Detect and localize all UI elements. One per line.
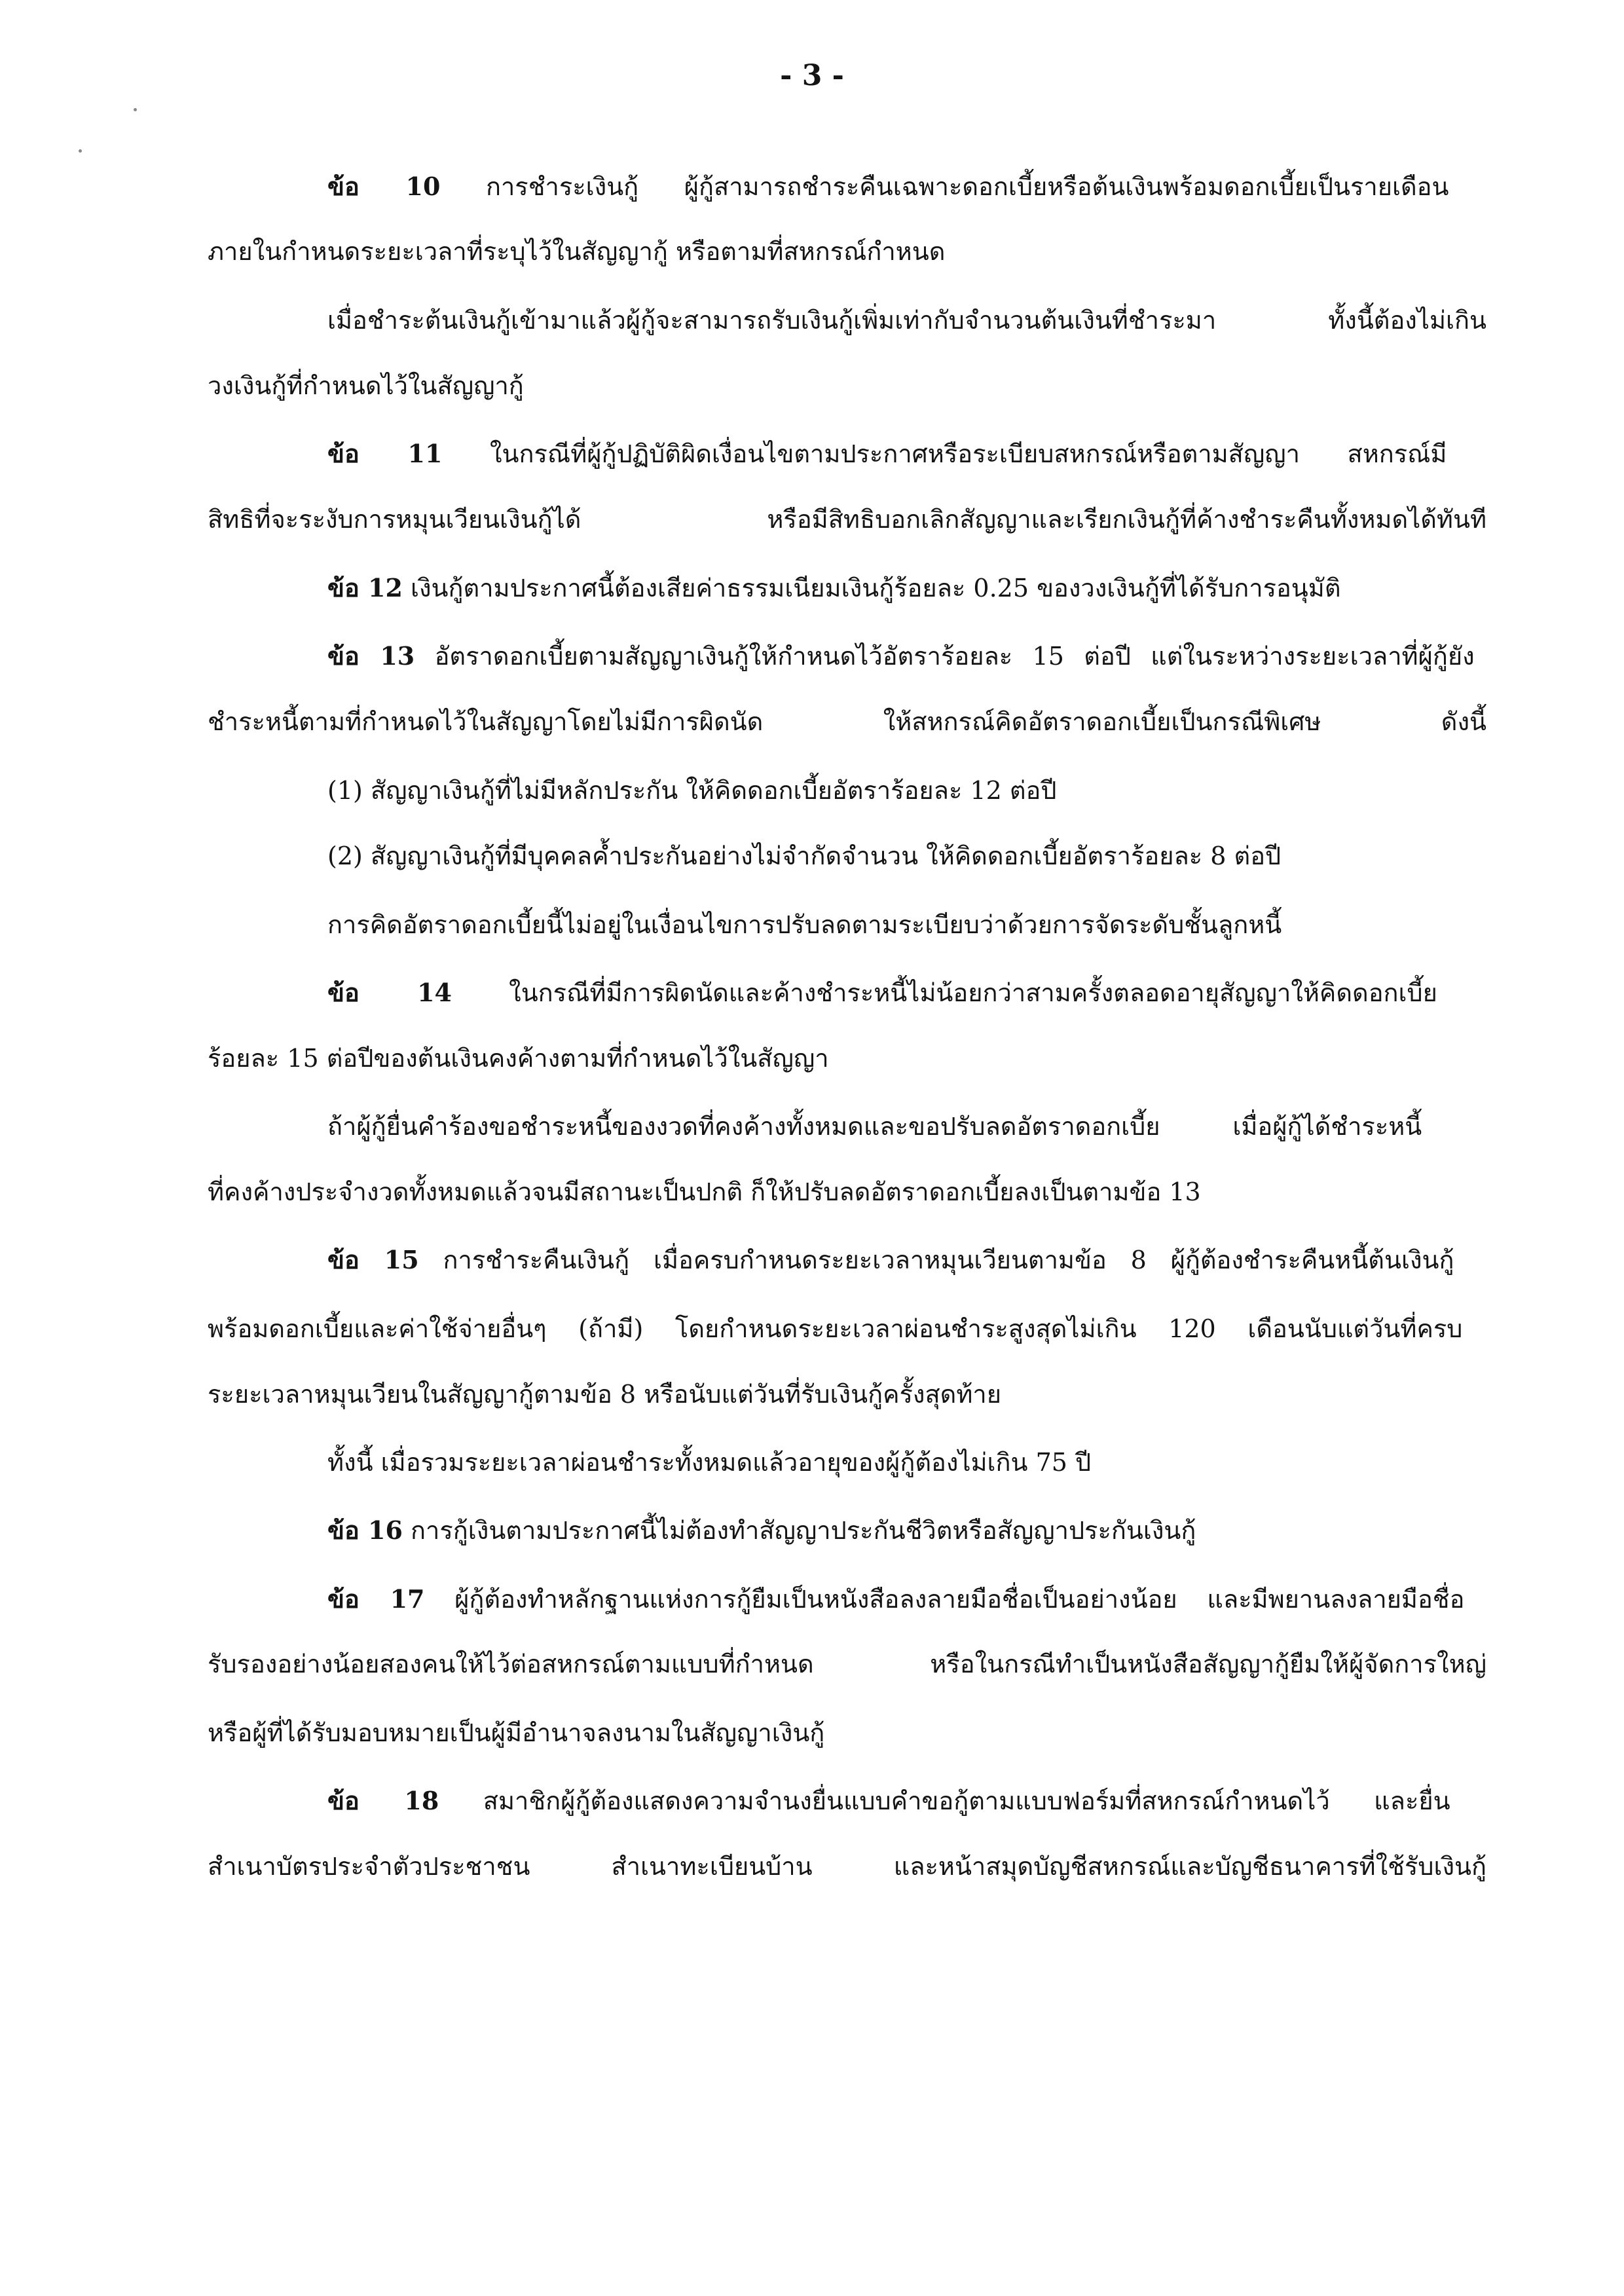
- clause-text: ที่คงค้างประจำงวดทั้งหมดแล้วจนมีสถานะเป็นปกติ ก็ให้ปรับลดอัตราดอกเบี้ยลงเป็นตามข้อ 13: [208, 1177, 1201, 1206]
- clause-text: การคิดอัตราดอกเบี้ยนี้ไม่อยู่ในเงื่อนไขการปรับลดตามระเบียบว่าด้วยการจัดระดับชั้นลูกหนี้: [327, 910, 1282, 939]
- clause-text: การชำระคืนเงินกู้ เมื่อครบกำหนดระยะเวลาหมุนเวียนตามข้อ 8 ผู้กู้ต้องชำระคืนหนี้ต้นเงินกู้: [443, 1246, 1454, 1274]
- clause-text: ผู้กู้ต้องทำหลักฐานแห่งการกู้ยืมเป็นหนังสือลงลายมือชื่อเป็นอย่างน้อย และมีพยานลงลายมือชื่อ: [454, 1585, 1465, 1614]
- text-line: [327, 778, 1057, 803]
- clause-number: ข้อ 12: [327, 573, 403, 602]
- text-line: [208, 1179, 1201, 1204]
- text-line: [208, 1046, 829, 1071]
- clause-text: การชำระเงินกู้ ผู้กู้สามารถชำระคืนเฉพาะดอกเบี้ยหรือต้นเงินพร้อมดอกเบี้ยเป็นรายเดือน: [485, 172, 1449, 201]
- text-line: [208, 1382, 1001, 1407]
- clause-line: [327, 174, 1449, 199]
- clause-line: [327, 1245, 1454, 1274]
- clause-text: (1) สัญญาเงินกู้ที่ไม่มีหลักประกัน ให้คิดดอกเบี้ยอัตราร้อยละ 12 ต่อปี: [327, 776, 1057, 805]
- page-number: - 3 -: [780, 59, 844, 92]
- clause-number: ข้อ 17: [327, 1584, 425, 1614]
- clause-line: [327, 1788, 1450, 1813]
- clause-text: เมื่อชำระต้นเงินกู้เข้ามาแล้วผู้กู้จะสามารถรับเงินกู้เพิ่มเท่ากับจำนวนต้นเงินที่ชำระมา ทั้งนี้ต้องไม่เกิน: [327, 306, 1486, 335]
- scan-speck: [134, 108, 137, 111]
- clause-line: [327, 1515, 1196, 1545]
- clause-text: พร้อมดอกเบี้ยและค่าใช้จ่ายอื่นๆ (ถ้ามี) โดยกำหนดระยะเวลาผ่อนชำระสูงสุดไม่เกิน 120 เดือนนับแต่วันที่ครบ: [208, 1314, 1463, 1343]
- clause-number: ข้อ 10: [327, 172, 441, 201]
- clause-number: ข้อ 14: [327, 978, 452, 1007]
- clause-line: [327, 641, 1475, 671]
- text-line: [208, 1316, 1462, 1341]
- clause-line: [327, 573, 1341, 602]
- clause-line: [327, 980, 1437, 1005]
- clause-text: ชำระหนี้ตามที่กำหนดไว้ในสัญญาโดยไม่มีการผิดนัด ให้สหกรณ์คิดอัตราดอกเบี้ยเป็นกรณีพิเศษ ดังนี้: [208, 707, 1486, 736]
- text-line: [327, 843, 1281, 868]
- text-line: [327, 912, 1282, 937]
- clause-text: เงินกู้ตามประกาศนี้ต้องเสียค่าธรรมเนียมเงินกู้ร้อยละ 0.25 ของวงเงินกู้ที่ได้รับการอนุมัติ: [411, 574, 1341, 602]
- clause-text: วงเงินกู้ที่กำหนดไว้ในสัญญากู้: [208, 371, 524, 400]
- clause-text: ระยะเวลาหมุนเวียนในสัญญากู้ตามข้อ 8 หรือนับแต่วันที่รับเงินกู้ครั้งสุดท้าย: [208, 1380, 1001, 1409]
- clause-text: (2) สัญญาเงินกู้ที่มีบุคคลค้ำประกันอย่างไม่จำกัดจำนวน ให้คิดดอกเบี้ยอัตราร้อยละ 8 ต่อปี: [327, 842, 1282, 870]
- text-line: [327, 1114, 1422, 1139]
- clause-text: ถ้าผู้กู้ยื่นคำร้องขอชำระหนี้ของงวดที่คงค้างทั้งหมดและขอปรับลดอัตราดอกเบี้ย เมื่อผู้กู้ได้ชำระหนี้: [327, 1112, 1422, 1141]
- clause-number: ข้อ 15: [327, 1245, 419, 1274]
- clause-text: รับรองอย่างน้อยสองคนให้ไว้ต่อสหกรณ์ตามแบบที่กำหนด หรือในกรณีทำเป็นหนังสือสัญญากู้ยืมให้ผู้จัดการใหญ่: [208, 1650, 1486, 1678]
- text-line: [208, 373, 524, 398]
- clause-number: ข้อ 18: [327, 1786, 439, 1815]
- text-line: [208, 239, 945, 264]
- clause-text: ในกรณีที่มีการผิดนัดและค้างชำระหนี้ไม่น้อยกว่าสามครั้งตลอดอายุสัญญาให้คิดดอกเบี้ย: [509, 978, 1437, 1007]
- clause-line: [327, 441, 1447, 466]
- clause-text: สมาชิกผู้กู้ต้องแสดงความจำนงยื่นแบบคำขอกู้ตามแบบฟอร์มที่สหกรณ์กำหนดไว้ และยื่น: [483, 1787, 1450, 1815]
- clause-text: ภายในกำหนดระยะเวลาที่ระบุไว้ในสัญญากู้ หรือตามที่สหกรณ์กำหนด: [208, 237, 946, 266]
- clause-text: ร้อยละ 15 ต่อปีของต้นเงินคงค้างตามที่กำหนดไว้ในสัญญา: [208, 1044, 829, 1073]
- clause-text: การกู้เงินตามประกาศนี้ไม่ต้องทำสัญญาประกันชีวิตหรือสัญญาประกันเงินกู้: [411, 1516, 1196, 1545]
- clause-text: สิทธิที่จะระงับการหมุนเวียนเงินกู้ได้ หรือมีสิทธิบอกเลิกสัญญาและเรียกเงินกู้ที่ค้างชำระคืนทั้งหมดได้ทันที: [208, 505, 1486, 534]
- clause-line: [327, 1584, 1465, 1614]
- text-line: [208, 1652, 1486, 1676]
- clause-number: ข้อ 11: [327, 439, 443, 468]
- scan-speck: [79, 149, 82, 153]
- clause-text: ทั้งนี้ เมื่อรวมระยะเวลาผ่อนชำระทั้งหมดแล้วอายุของผู้กู้ต้องไม่เกิน 75 ปี: [327, 1448, 1092, 1477]
- text-line: [327, 1450, 1091, 1475]
- clause-text: ในกรณีที่ผู้กู้ปฏิบัติผิดเงื่อนไขตามประกาศหรือระเบียบสหกรณ์หรือตามสัญญา สหกรณ์มี: [489, 439, 1447, 468]
- text-line: [208, 1720, 824, 1745]
- clause-text: อัตราดอกเบี้ยตามสัญญาเงินกู้ให้กำหนดไว้อัตราร้อยละ 15 ต่อปี แต่ในระหว่างระยะเวลาที่ผู้กู้ยัง: [434, 642, 1475, 671]
- text-line: [208, 507, 1486, 532]
- clause-number: ข้อ 16: [327, 1515, 403, 1545]
- clause-number: ข้อ 13: [327, 641, 415, 671]
- text-line: [327, 308, 1486, 333]
- text-line: [208, 709, 1486, 734]
- text-line: [208, 1854, 1486, 1879]
- clause-text: หรือผู้ที่ได้รับมอบหมายเป็นผู้มีอำนาจลงนามในสัญญาเงินกู้: [208, 1718, 825, 1747]
- clause-text: สำเนาบัตรประจำตัวประชาชน สำเนาทะเบียนบ้าน และหน้าสมุดบัญชีสหกรณ์และบัญชีธนาคารที่ใช้รับเงินกู้: [208, 1852, 1486, 1881]
